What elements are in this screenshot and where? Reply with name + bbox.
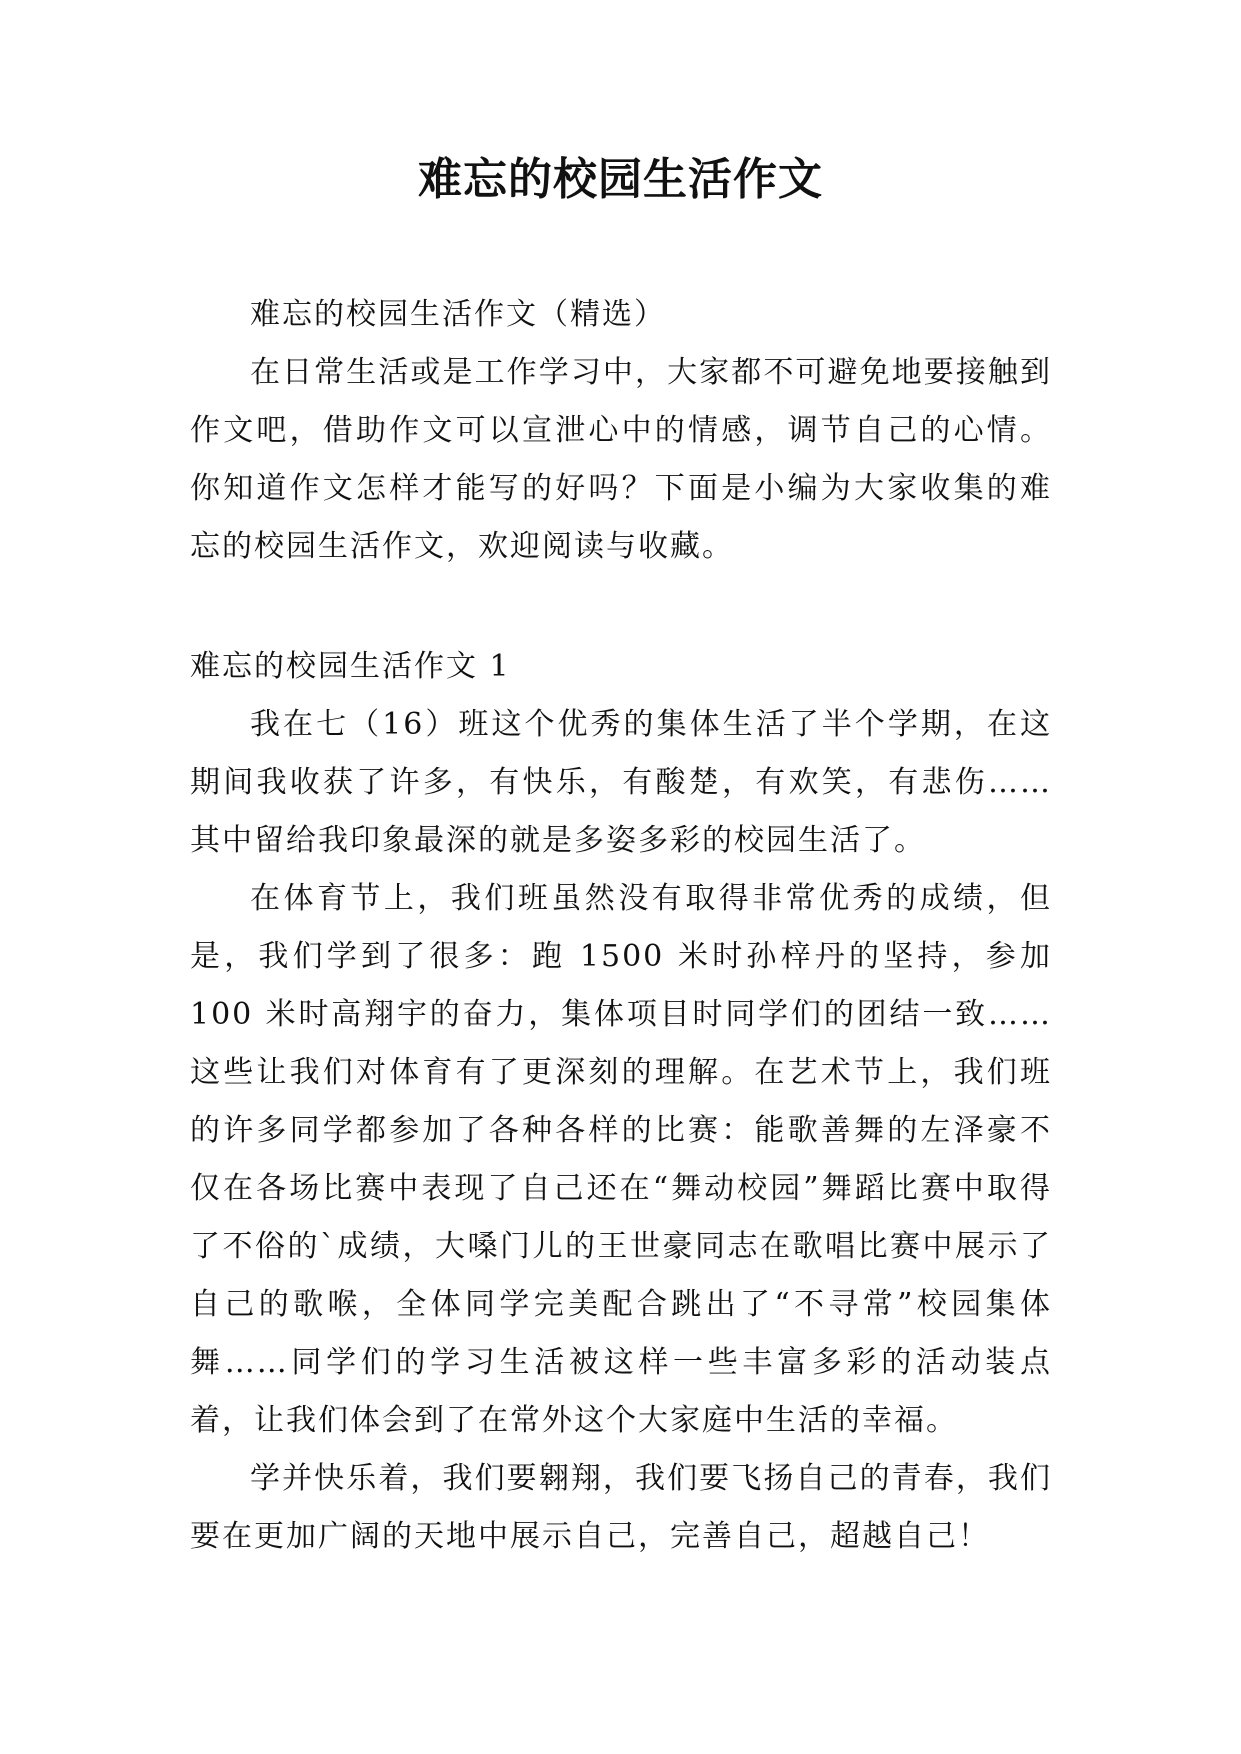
- intro-paragraph: 在日常生活或是工作学习中，大家都不可避免地要接触到作文吧，借助作文可以宣泄心中的情感，调节自己的心情。你知道作文怎样才能写的好吗？下面是小编为大家收集的难忘的校园生活作文，欢迎阅读与收藏。: [190, 355, 1052, 564]
- intro-section: [190, 286, 1052, 576]
- essay-paragraph: 学并快乐着，我们要翱翔，我们要飞扬自己的青春，我们要在更加广阔的天地中展示自己，完善自己，超越自己！: [190, 1461, 1052, 1554]
- essay-heading: 难忘的校园生活作文 1: [190, 649, 511, 684]
- intro-subtitle: 难忘的校园生活作文（精选）: [250, 297, 666, 332]
- essay-section: [190, 638, 1052, 1566]
- essay-paragraph: 我在七（16）班这个优秀的集体生活了半个学期，在这期间我收获了许多，有快乐，有酸楚，有欢笑，有悲伤……其中留给我印象最深的就是多姿多彩的校园生活了。: [190, 707, 1052, 858]
- essay-paragraph: 在体育节上，我们班虽然没有取得非常优秀的成绩，但是，我们学到了很多：跑 1500 米时孙梓丹的坚持，参加 100 米时高翔宇的奋力，集体项目时同学们的团结一致……这些让我们对体育有了更深刻的理解。在艺术节上，我们班的许多同学都参加了各种各样的比赛：能歌善舞的左泽豪不仅在各场比赛中表现了自己还在“舞动校园”舞蹈比赛中取得了不俗的`成绩，大嗓门儿的王世豪同志在歌唱比赛中展示了自己的歌喉，全体同学完美配合跳出了“不寻常”校园集体舞……同学们的学习生活被这样一些丰富多彩的活动装点着，让我们体会到了在常外这个大家庭中生活的幸福。: [190, 881, 1052, 1438]
- document-title: 难忘的校园生活作文: [418, 154, 823, 205]
